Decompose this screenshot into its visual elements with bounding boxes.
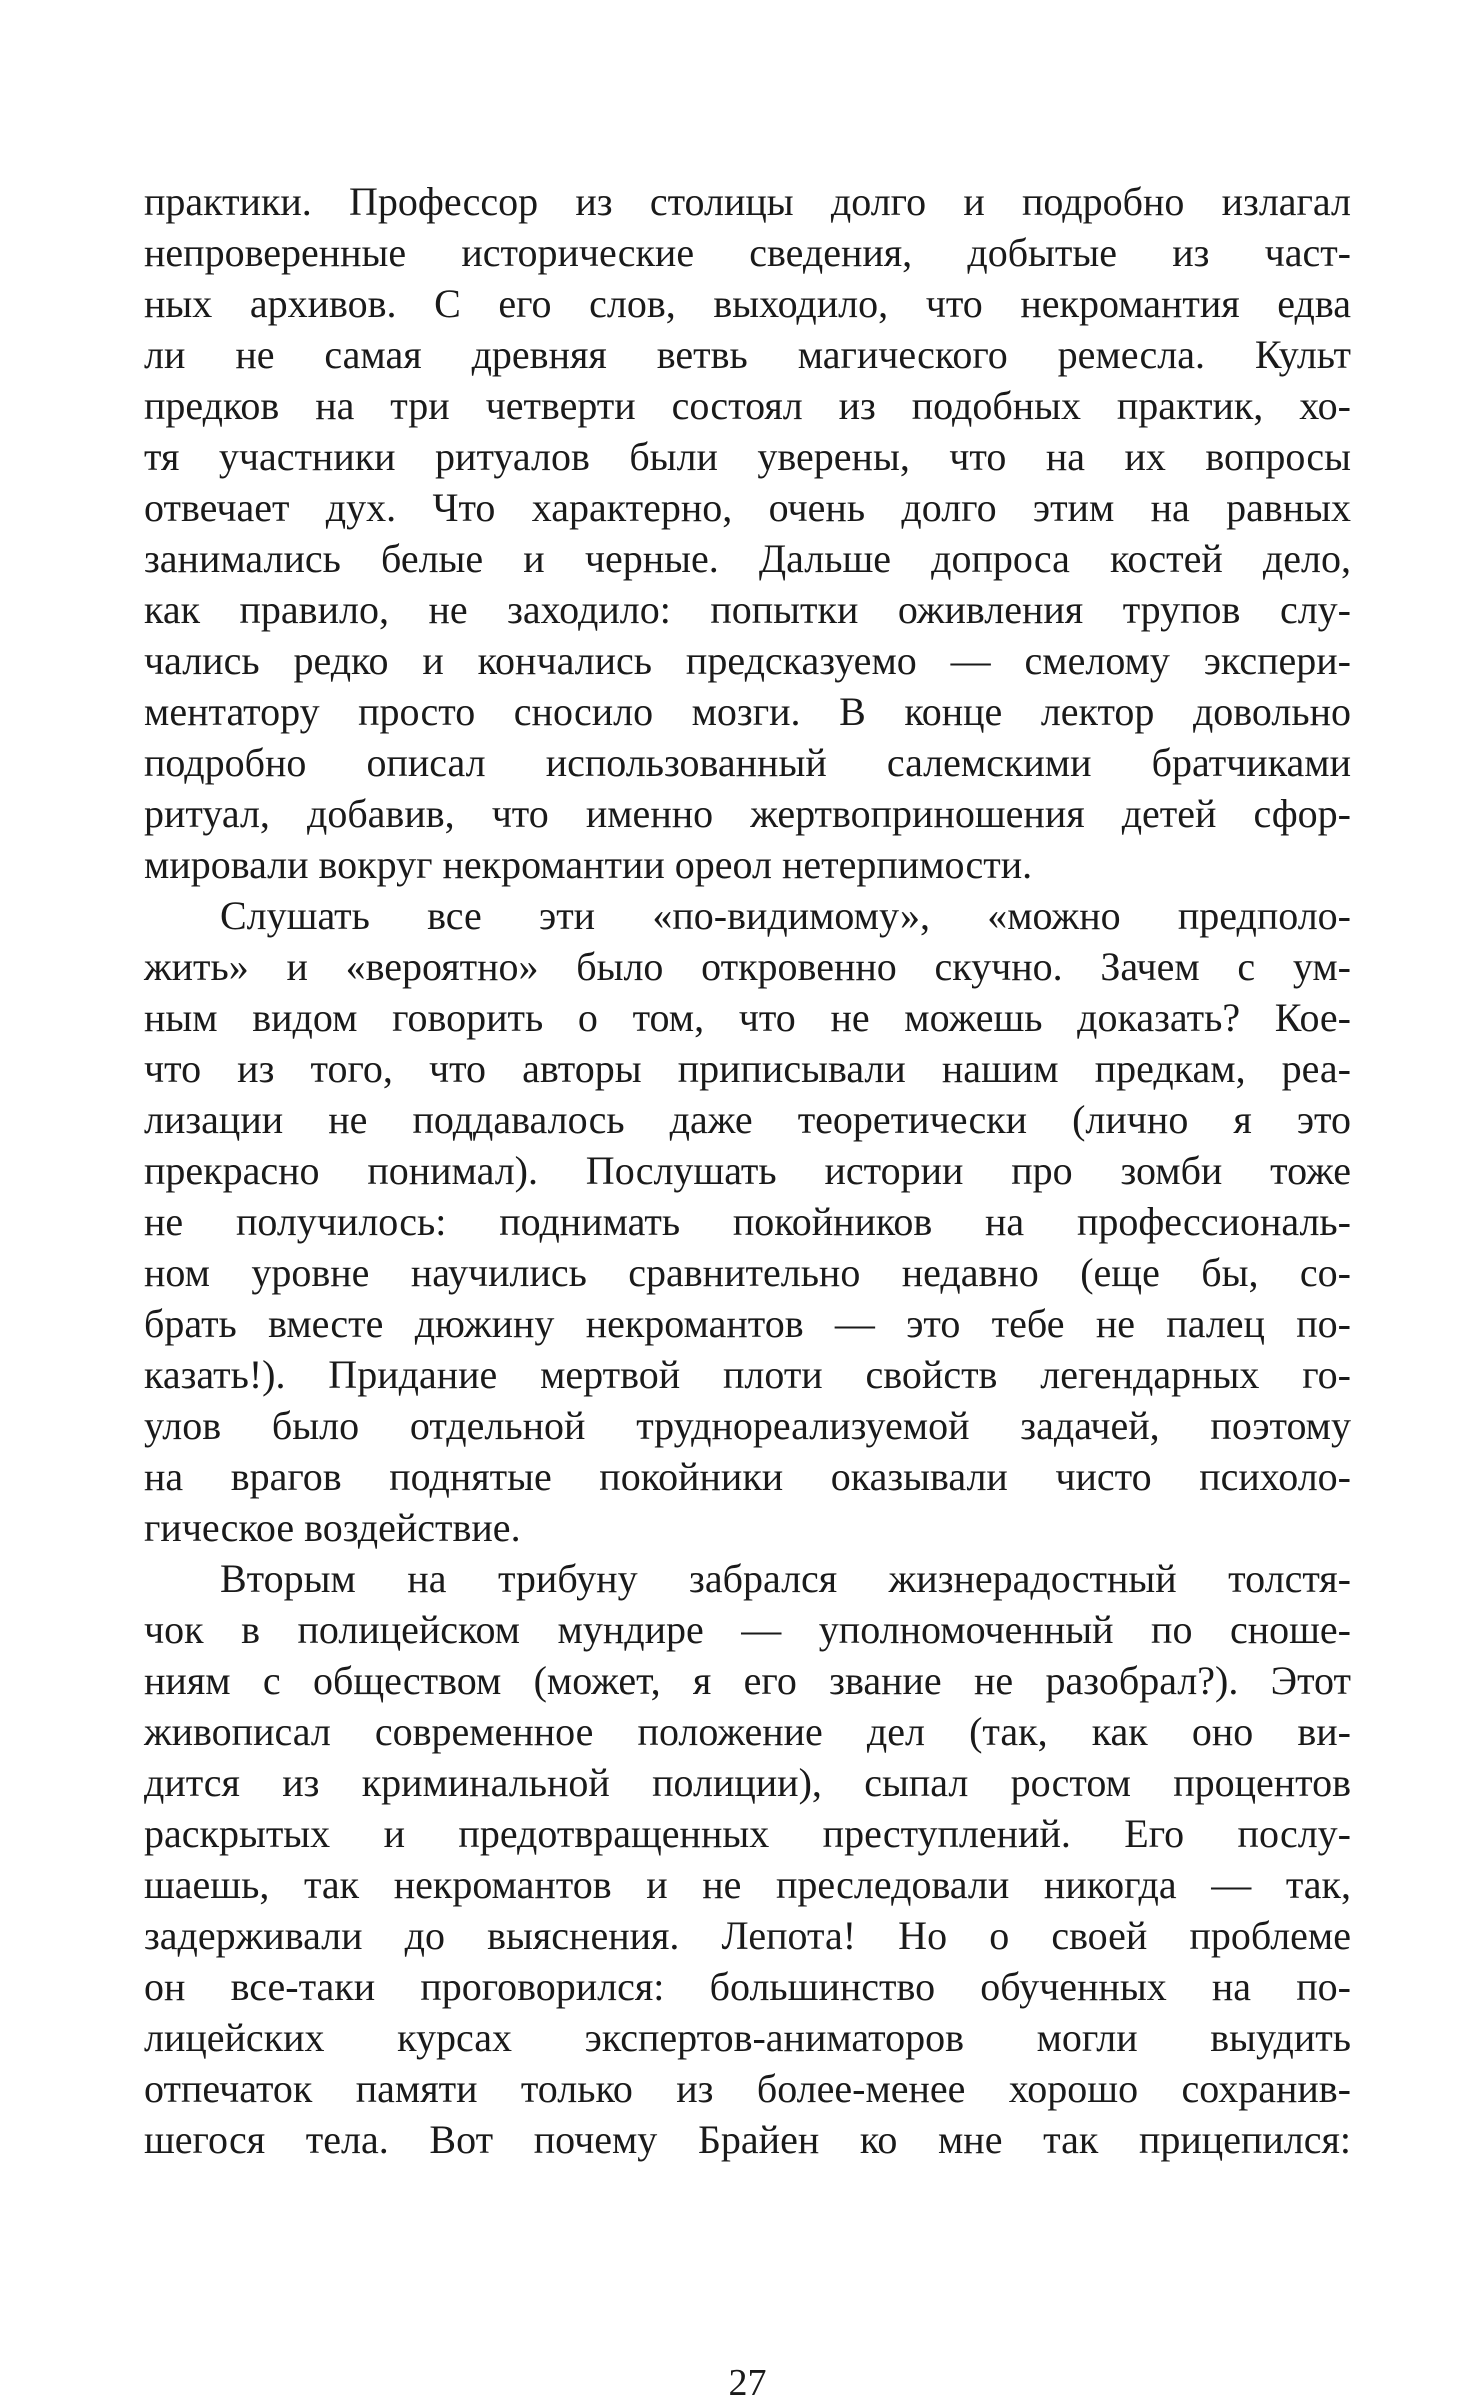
text-line: задерживали до выяснения. Лепота! Но о своей проблеме	[144, 1913, 1351, 1958]
text-line: ли не самая древняя ветвь магического ремесла. Культ	[144, 332, 1351, 377]
text-line: подробно описал использованный салемскими братчиками	[144, 740, 1351, 785]
text-line: что из того, что авторы приписывали нашим предкам, реа-	[144, 1046, 1351, 1091]
text-line: он все-таки проговорился: большинство обученных на по-	[144, 1964, 1351, 2009]
page-number: 27	[728, 2362, 767, 2404]
text-line: шаешь, так некромантов и не преследовали никогда — так,	[144, 1862, 1351, 1907]
text-line: живописал современное положение дел (так, как оно ви-	[144, 1709, 1351, 1754]
text-line: на врагов поднятые покойники оказывали чисто психоло-	[144, 1454, 1351, 1499]
text-line: раскрытых и предотвращенных преступлений. Его послу-	[144, 1811, 1351, 1856]
text-line: ным видом говорить о том, что не можешь доказать? Кое-	[144, 995, 1351, 1040]
text-line: брать вместе дюжину некромантов — это тебе не палец по-	[144, 1301, 1351, 1346]
text-line: лизации не поддавалось даже теоретически (лично я это	[144, 1097, 1351, 1142]
text-line: чались редко и кончались предсказуемо — смелому экспери-	[144, 638, 1351, 683]
text-line: как правило, не заходило: попытки оживления трупов слу-	[144, 587, 1351, 632]
text-line: лицейских курсах экспертов-аниматоров могли выудить	[144, 2015, 1351, 2060]
text-line: улов было отдельной труднореализуемой задачей, поэтому	[144, 1403, 1351, 1448]
text-line: Вторым на трибуну забрался жизнерадостный толстя-	[220, 1556, 1351, 1601]
text-line: Слушать все эти «по-видимому», «можно предполо-	[220, 893, 1351, 938]
text-line: ритуал, добавив, что именно жертвоприношения детей сфор-	[144, 791, 1351, 836]
text-line: казать!). Придание мертвой плоти свойств легендарных го-	[144, 1352, 1351, 1397]
text-line: ных архивов. С его слов, выходило, что некромантия едва	[144, 281, 1351, 326]
text-line: жить» и «вероятно» было откровенно скучно. Зачем с ум-	[144, 944, 1351, 989]
text-line: ном уровне научились сравнительно недавно (еще бы, со-	[144, 1250, 1351, 1295]
text-line: чок в полицейском мундире — уполномоченный по сноше-	[144, 1607, 1351, 1652]
paragraph-1	[144, 176, 1351, 890]
text-line: дится из криминальной полиции), сыпал ростом процентов	[144, 1760, 1351, 1805]
text-line: ментатору просто сносило мозги. В конце лектор довольно	[144, 689, 1351, 734]
text-line: непроверенные исторические сведения, добытые из част-	[144, 230, 1351, 275]
book-page	[144, 176, 1351, 2404]
paragraph-3	[144, 1553, 1351, 2165]
text-line: предков на три четверти состоял из подобных практик, хо-	[144, 383, 1351, 428]
text-line: занимались белые и черные. Дальше допроса костей дело,	[144, 536, 1351, 581]
text-line: отпечаток памяти только из более-менее хорошо сохранив-	[144, 2066, 1351, 2111]
text-line: не получилось: поднимать покойников на профессиональ-	[144, 1199, 1351, 1244]
text-line: шегося тела. Вот почему Брайен ко мне так прицепился:	[144, 2117, 1351, 2162]
text-line: ниям с обществом (может, я его звание не разобрал?). Этот	[144, 1658, 1351, 1703]
text-line: отвечает дух. Что характерно, очень долго этим на равных	[144, 485, 1351, 530]
text-line: тя участники ритуалов были уверены, что на их вопросы	[144, 434, 1351, 479]
text-line: мировали вокруг некромантии ореол нетерпимости.	[144, 842, 1033, 887]
text-line: прекрасно понимал). Послушать истории про зомби тоже	[144, 1148, 1351, 1193]
text-line: практики. Профессор из столицы долго и подробно излагал	[144, 179, 1351, 224]
paragraph-2	[144, 890, 1351, 1553]
text-line: гическое воздействие.	[144, 1505, 521, 1550]
